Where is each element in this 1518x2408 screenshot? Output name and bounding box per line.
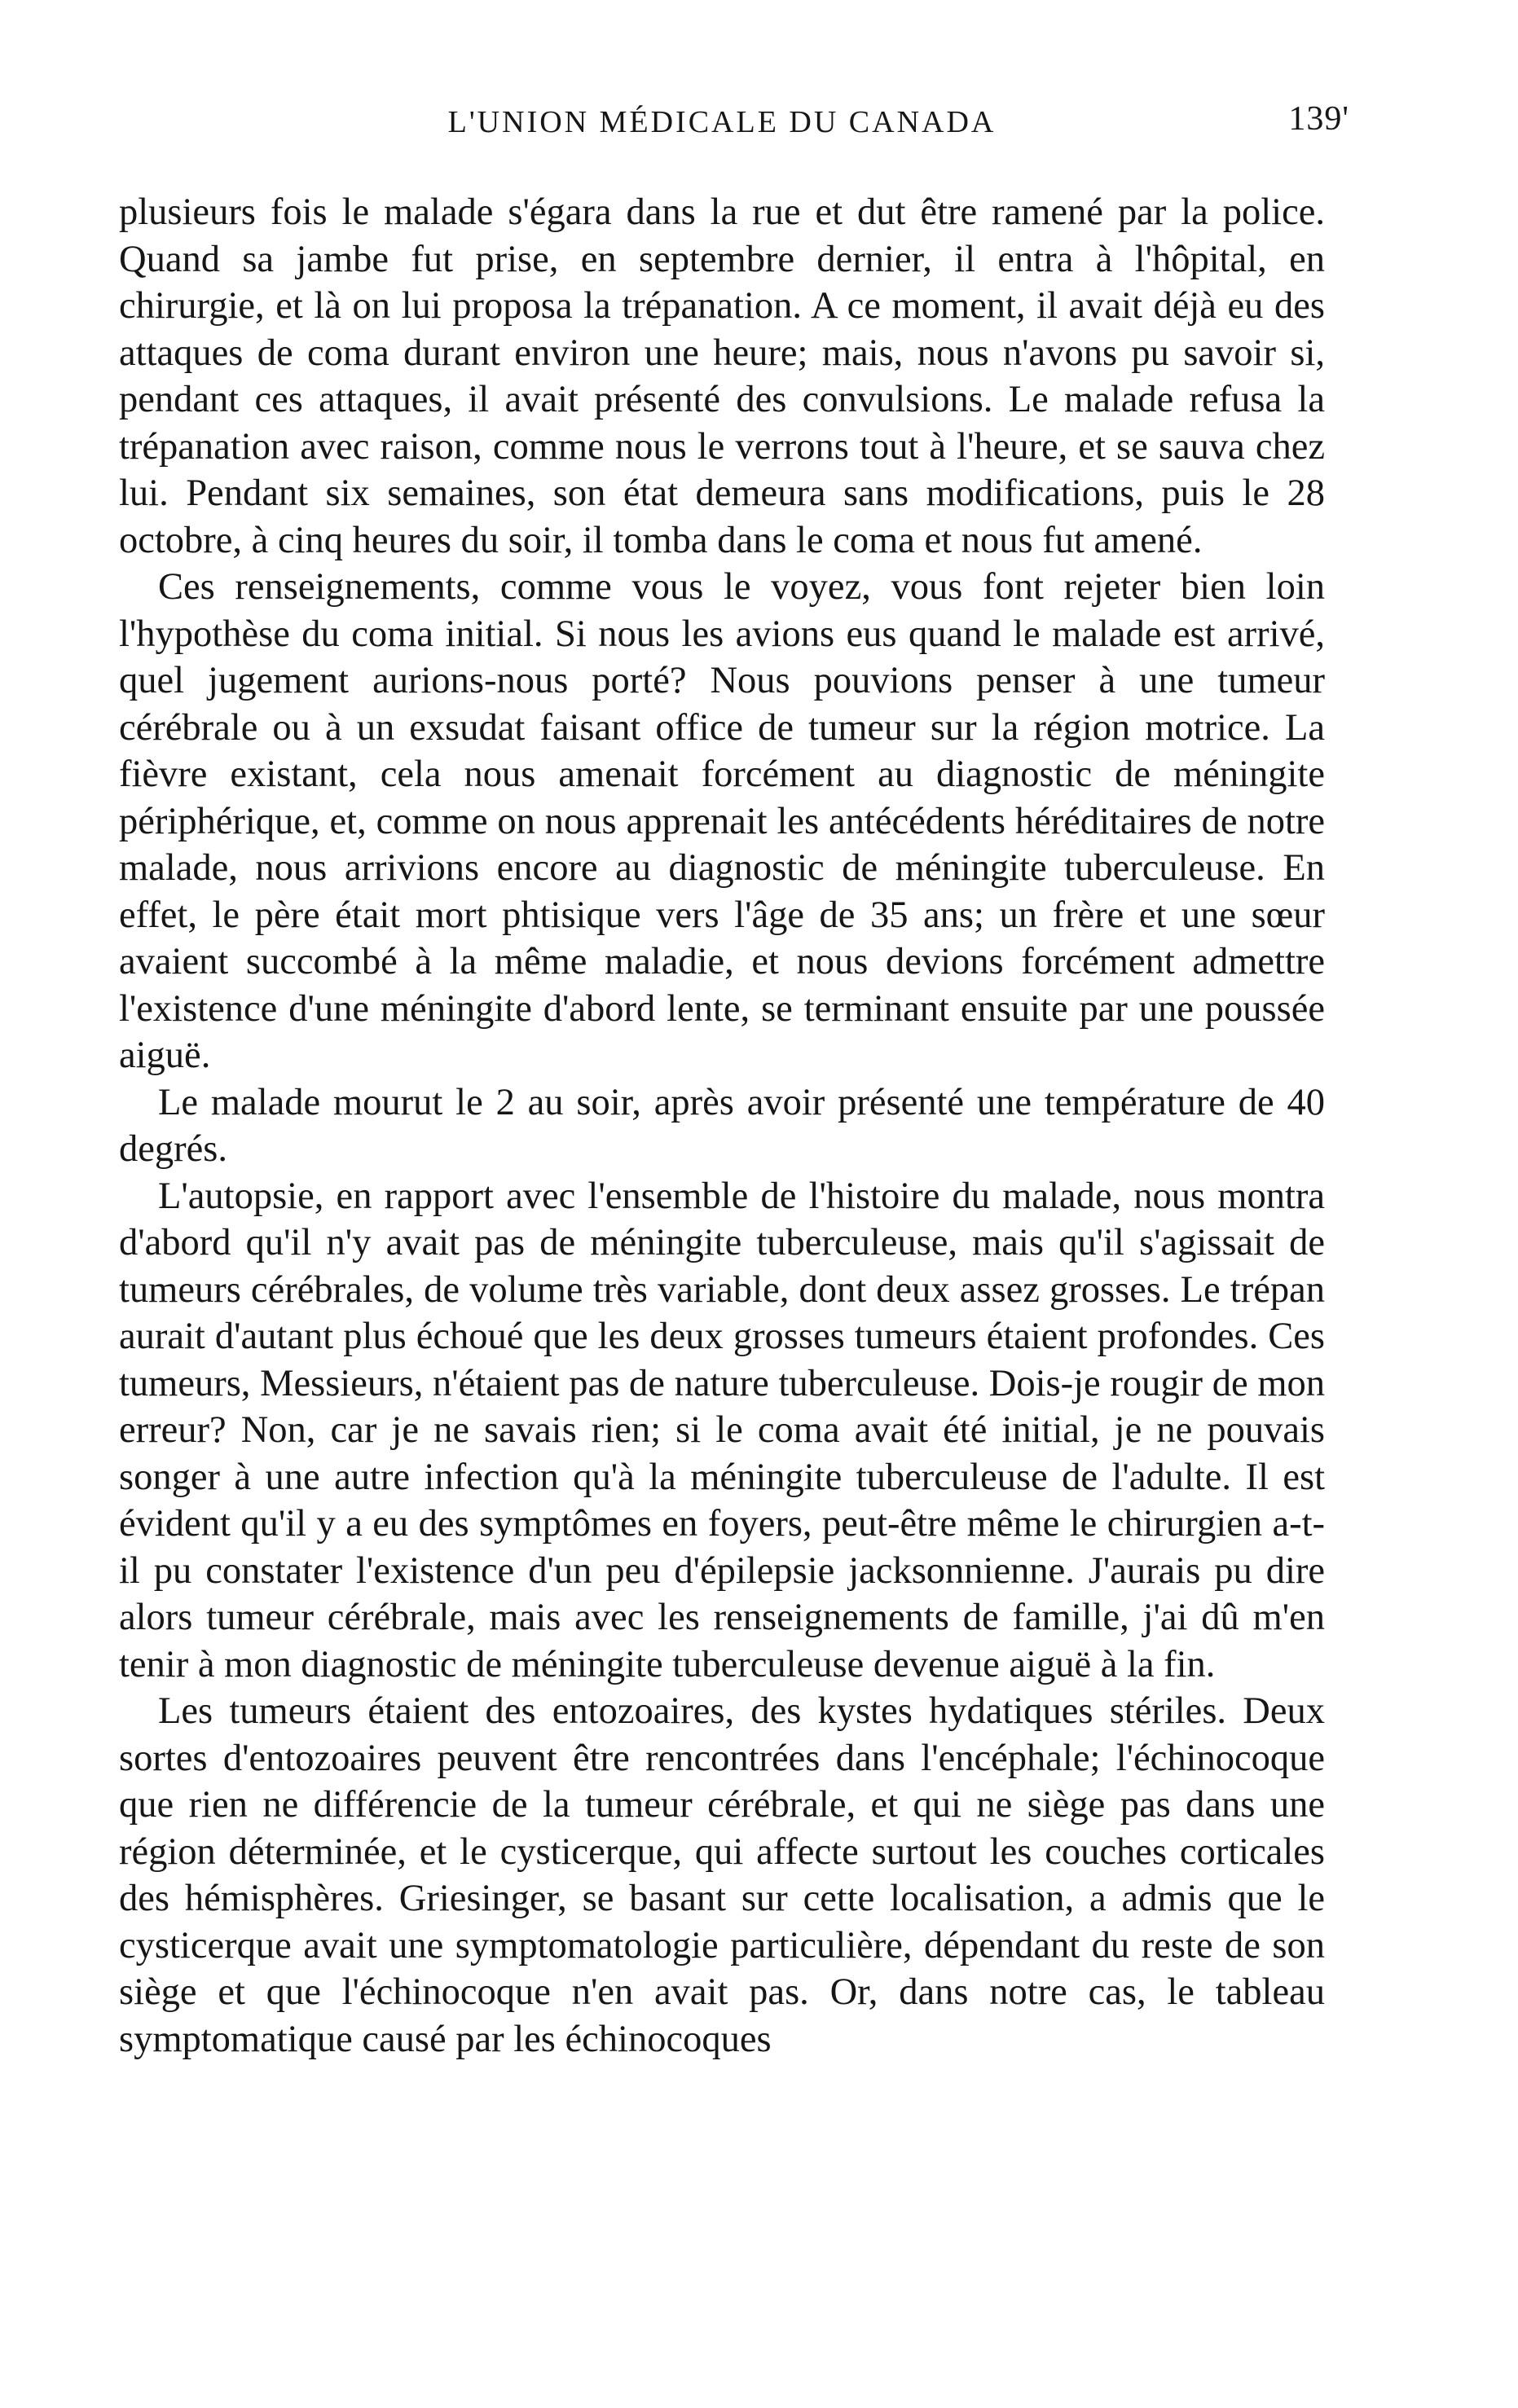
running-head xyxy=(119,100,1349,153)
paragraph-2: Ces renseignements, comme vous le voyez, vous font rejeter bien loin l'hypothèse du coma initial. Si nous les avions eus quand le malade est arrivé, quel jugement aurions-nous porté? Nous pouvions penser à une tumeur cérébrale ou à un exsudat faisant office de tumeur sur la région motrice. La fièvre existant, cela nous amenait forcément au diagnostic de méningite périphérique, et, comme on nous apprenait les antécédents héréditaires de notre malade, nous arrivions encore au diagnostic de méningite tuberculeuse. En effet, le père était mort phtisique vers l'âge de 35 ans; un frère et une sœur avaient succombé à la même maladie, et nous devions forcément admettre l'existence d'une méningite d'abord lente, se terminant ensuite par une poussée aiguë. xyxy=(119,566,1325,1076)
paragraph-4: L'autopsie, en rapport avec l'ensemble de l'histoire du malade, nous montra d'abord qu'il n'y avait pas de méningite tuberculeuse, mais qu'il s'agissait de tumeurs cérébrales, de volume très variable, dont deux assez grosses. Le trépan aurait d'autant plus échoué que les deux grosses tumeurs étaient profondes. Ces tumeurs, Messieurs, n'étaient pas de nature tuberculeuse. Dois-je rougir de mon erreur? Non, car je ne savais rien; si le coma avait été initial, je ne pouvais songer à une autre infection qu'à la méningite tuberculeuse de l'adulte. Il est évident qu'il y a eu des symptômes en foyers, peut-être même le chirurgien a-t-il pu constater l'existence d'un peu d'épilepsie jacksonnienne. J'aurais pu dire alors tumeur cérébrale, mais avec les renseignements de famille, j'ai dû m'en tenir à mon diagnostic de méningite tuberculeuse devenue aiguë à la fin. xyxy=(119,1175,1325,1685)
journal-title: L'UNION MÉDICALE DU CANADA xyxy=(447,105,997,139)
paragraph-5: Les tumeurs étaient des entozoaires, des kystes hydatiques stériles. Deux sortes d'entozoaires peuvent être rencontrées dans l'encéphale; l'échinocoque que rien ne différencie de la tumeur cérébrale, et qui ne siège pas dans une région déterminée, et le cysticerque, qui affecte surtout les couches corticales des hémisphères. Griesinger, se basant sur cette localisation, a admis que le cysticerque avait une symptomatologie particulière, dépendant du reste de son siège et que l'échinocoque n'en avait pas. Or, dans notre cas, le tableau symptomatique causé par les échinocoques xyxy=(119,1690,1325,2060)
page-number: 139' xyxy=(1288,100,1349,138)
paragraph-1: plusieurs fois le malade s'égara dans la rue et dut être ramené par la police. Quand sa jambe fut prise, en septembre dernier, il entra à l'hôpital, en chirurgie, et là on lui proposa la trépanation. A ce moment, il avait déjà eu des attaques de coma durant environ une heure; mais, nous n'avons pu savoir si, pendant ces attaques, il avait présenté des convulsions. Le malade refusa la trépanation avec raison, comme nous le verrons tout à l'heure, et se sauva chez lui. Pendant six semaines, son état demeura sans modifications, puis le 28 octobre, à cinq heures du soir, il tomba dans le coma et nous fut amené. xyxy=(119,191,1325,561)
body-text xyxy=(119,189,1325,2063)
page xyxy=(119,100,1349,2063)
paragraph-3: Le malade mourut le 2 au soir, après avoir présenté une température de 40 degrés. xyxy=(119,1081,1325,1170)
